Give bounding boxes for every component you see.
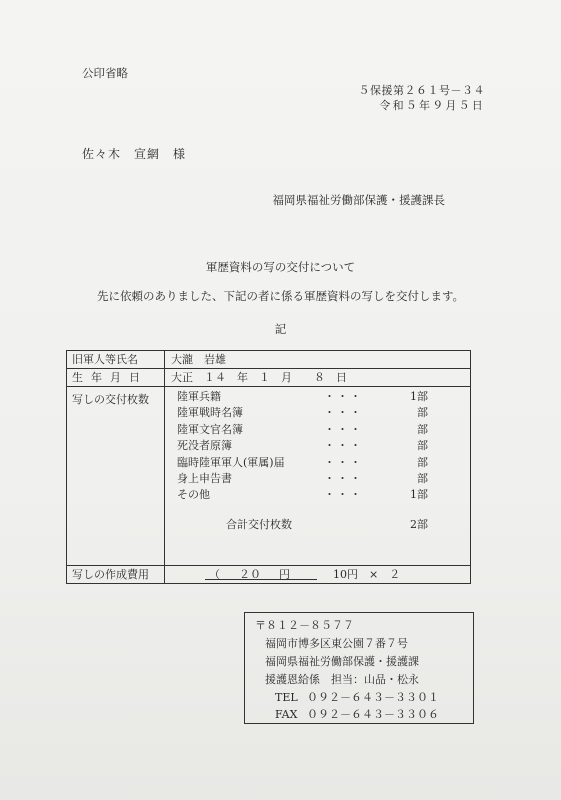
total-value: 2部: [410, 517, 428, 531]
contact-box: [244, 612, 474, 724]
cost-open-paren: （: [209, 568, 220, 581]
copies-row: [67, 387, 471, 566]
address: 福岡市博多区東公園７番７号: [265, 637, 408, 650]
copies-list: [165, 387, 471, 566]
issue-date: 令和５年９月５日: [379, 99, 485, 112]
item-name: その他: [177, 488, 210, 502]
item-dots: ・・・: [324, 422, 363, 436]
section-contact: 援護恩給係 担当：山品・松永: [265, 673, 419, 686]
name-value: 大瀧 岩雄: [165, 351, 471, 369]
item-dots: ・・・: [324, 390, 363, 403]
item-dots: ・・・: [324, 488, 363, 502]
copies-label: 写しの交付枚数: [67, 387, 165, 566]
department: 福岡県福祉労働部保護・援護課: [265, 655, 419, 668]
item-count: 部: [417, 455, 428, 469]
name-row: [67, 351, 471, 369]
sender-title: 福岡県福祉労働部保護・援護課長: [272, 193, 445, 207]
document-number: ５保援第２６１号－３４: [358, 84, 485, 97]
subject-line: 軍歴資料の写の交付について: [205, 260, 356, 274]
details-table: [66, 350, 471, 584]
item-dots: ・・・: [324, 471, 363, 485]
item-count: 1部: [410, 390, 428, 403]
cost-value: [165, 566, 471, 584]
tel-number: ０９２－６４３－３３０１: [307, 691, 439, 704]
item-name: 陸軍兵籍: [177, 390, 221, 403]
item-count: 部: [417, 406, 428, 420]
cost-amount: ２０: [239, 568, 261, 581]
list-item: [171, 438, 470, 454]
cost-breakdown: 10円 × ２: [333, 568, 401, 581]
list-item: [171, 455, 470, 471]
total-label: 合計交付枚数: [226, 517, 292, 531]
postal-code: 〒８１２－８５７７: [255, 619, 354, 632]
cost-unit: 円: [279, 568, 290, 581]
list-item: [171, 422, 470, 438]
recipient-name: 佐々木 宣網 様: [82, 147, 187, 161]
item-name: 陸軍文官名簿: [177, 422, 243, 436]
dob-label: 生年月日: [67, 369, 165, 387]
item-name: 死没者原簿: [177, 439, 232, 453]
item-count: 部: [417, 422, 428, 436]
item-dots: ・・・: [324, 406, 363, 420]
cost-row: [67, 566, 471, 584]
body-text: 先に依頼のありました、下記の者に係る軍歴資料の写しを交付します。: [96, 289, 465, 303]
ki-heading: 記: [274, 322, 287, 336]
name-label: 旧軍人等氏名: [67, 351, 165, 369]
item-count: 1部: [410, 488, 428, 502]
fax-number: ０９２－６４３－３３０６: [307, 708, 439, 721]
dob-value: 大正 １４ 年 １ 月 ８ 日: [165, 369, 471, 387]
list-item: [171, 487, 470, 503]
fax-label: FAX: [275, 708, 298, 721]
list-item: [171, 471, 470, 487]
item-name: 身上申告書: [177, 471, 232, 485]
item-name: 陸軍戦時名簿: [177, 406, 243, 420]
dob-row: [67, 369, 471, 387]
list-item: [171, 389, 470, 405]
cost-label: 写しの作成費用: [67, 566, 165, 584]
cost-underline: [205, 579, 317, 580]
item-dots: ・・・: [324, 455, 363, 469]
item-count: 部: [417, 471, 428, 485]
list-item: [171, 405, 470, 421]
item-name: 臨時陸軍軍人(軍属)届: [177, 455, 285, 469]
total-row: [171, 516, 470, 534]
seal-omitted-note: 公印省略: [82, 66, 128, 80]
item-count: 部: [417, 439, 428, 453]
tel-label: TEL: [275, 691, 298, 704]
item-dots: ・・・: [324, 439, 363, 453]
